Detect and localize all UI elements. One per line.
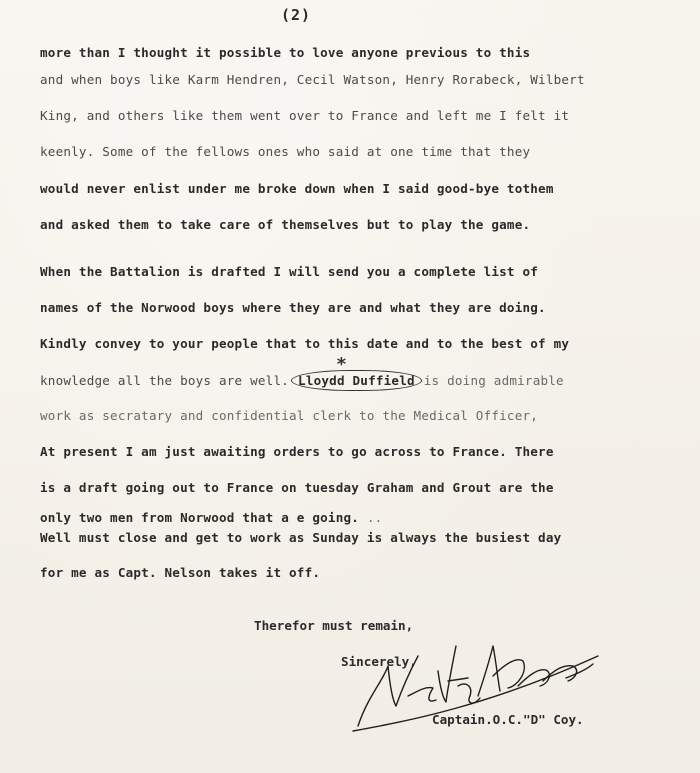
text-line-16: for me as Capt. Nelson takes it off. xyxy=(40,565,321,580)
text-line-15: Well must close and get to work as Sunday is always the busiest day xyxy=(40,530,562,545)
handwritten-signature xyxy=(348,626,608,736)
text-line-10 xyxy=(40,354,564,391)
text-line-13: is a draft going out to France on tuesday Graham and Grout are the xyxy=(40,480,554,495)
text-line-14-text: only two men from Norwood that a e going. xyxy=(40,510,360,525)
text-line-12: At present I am just awaiting orders to go across to France. There xyxy=(40,444,554,459)
text-line-10-end: is doing admirable xyxy=(423,373,564,388)
text-line-8: names of the Norwood boys where they are and what they are doing. xyxy=(40,300,546,315)
text-line-1: more than I thought it possible to love anyone previous to this xyxy=(40,45,531,60)
circled-name xyxy=(291,354,422,391)
text-line-14: only two men from Norwood that a e going. .. xyxy=(40,510,383,525)
text-line-2: and when boys like Karm Hendren, Cecil Watson, Henry Rorabeck, Wilbert xyxy=(40,72,585,87)
closing-sincerely: Sincerely, xyxy=(341,654,417,669)
closing-line: Therefor must remain, xyxy=(254,618,414,633)
text-line-7: When the Battalion is drafted I will send you a complete list of xyxy=(40,264,539,279)
asterisk-mark: * xyxy=(336,354,348,375)
circled-name-text: Lloydd Duffield xyxy=(298,373,415,388)
page-number: (2) xyxy=(281,6,312,24)
text-line-11: work as secratary and confidential clerk to the Medical Officer, xyxy=(40,408,539,423)
text-line-6: and asked them to take care of themselves but to play the game. xyxy=(40,217,531,232)
closing-title: Captain.O.C."D" Coy. xyxy=(432,712,584,727)
text-line-9: Kindly convey to your people that to this date and to the best of my xyxy=(40,336,570,351)
text-line-5: would never enlist under me broke down when I said good-bye tothem xyxy=(40,181,554,196)
text-line-4: keenly. Some of the fellows ones who said at one time that they xyxy=(40,144,531,159)
text-line-3: King, and others like them went over to France and left me I felt it xyxy=(40,108,570,123)
text-line-10-start: knowledge all the boys are well. xyxy=(40,373,290,388)
